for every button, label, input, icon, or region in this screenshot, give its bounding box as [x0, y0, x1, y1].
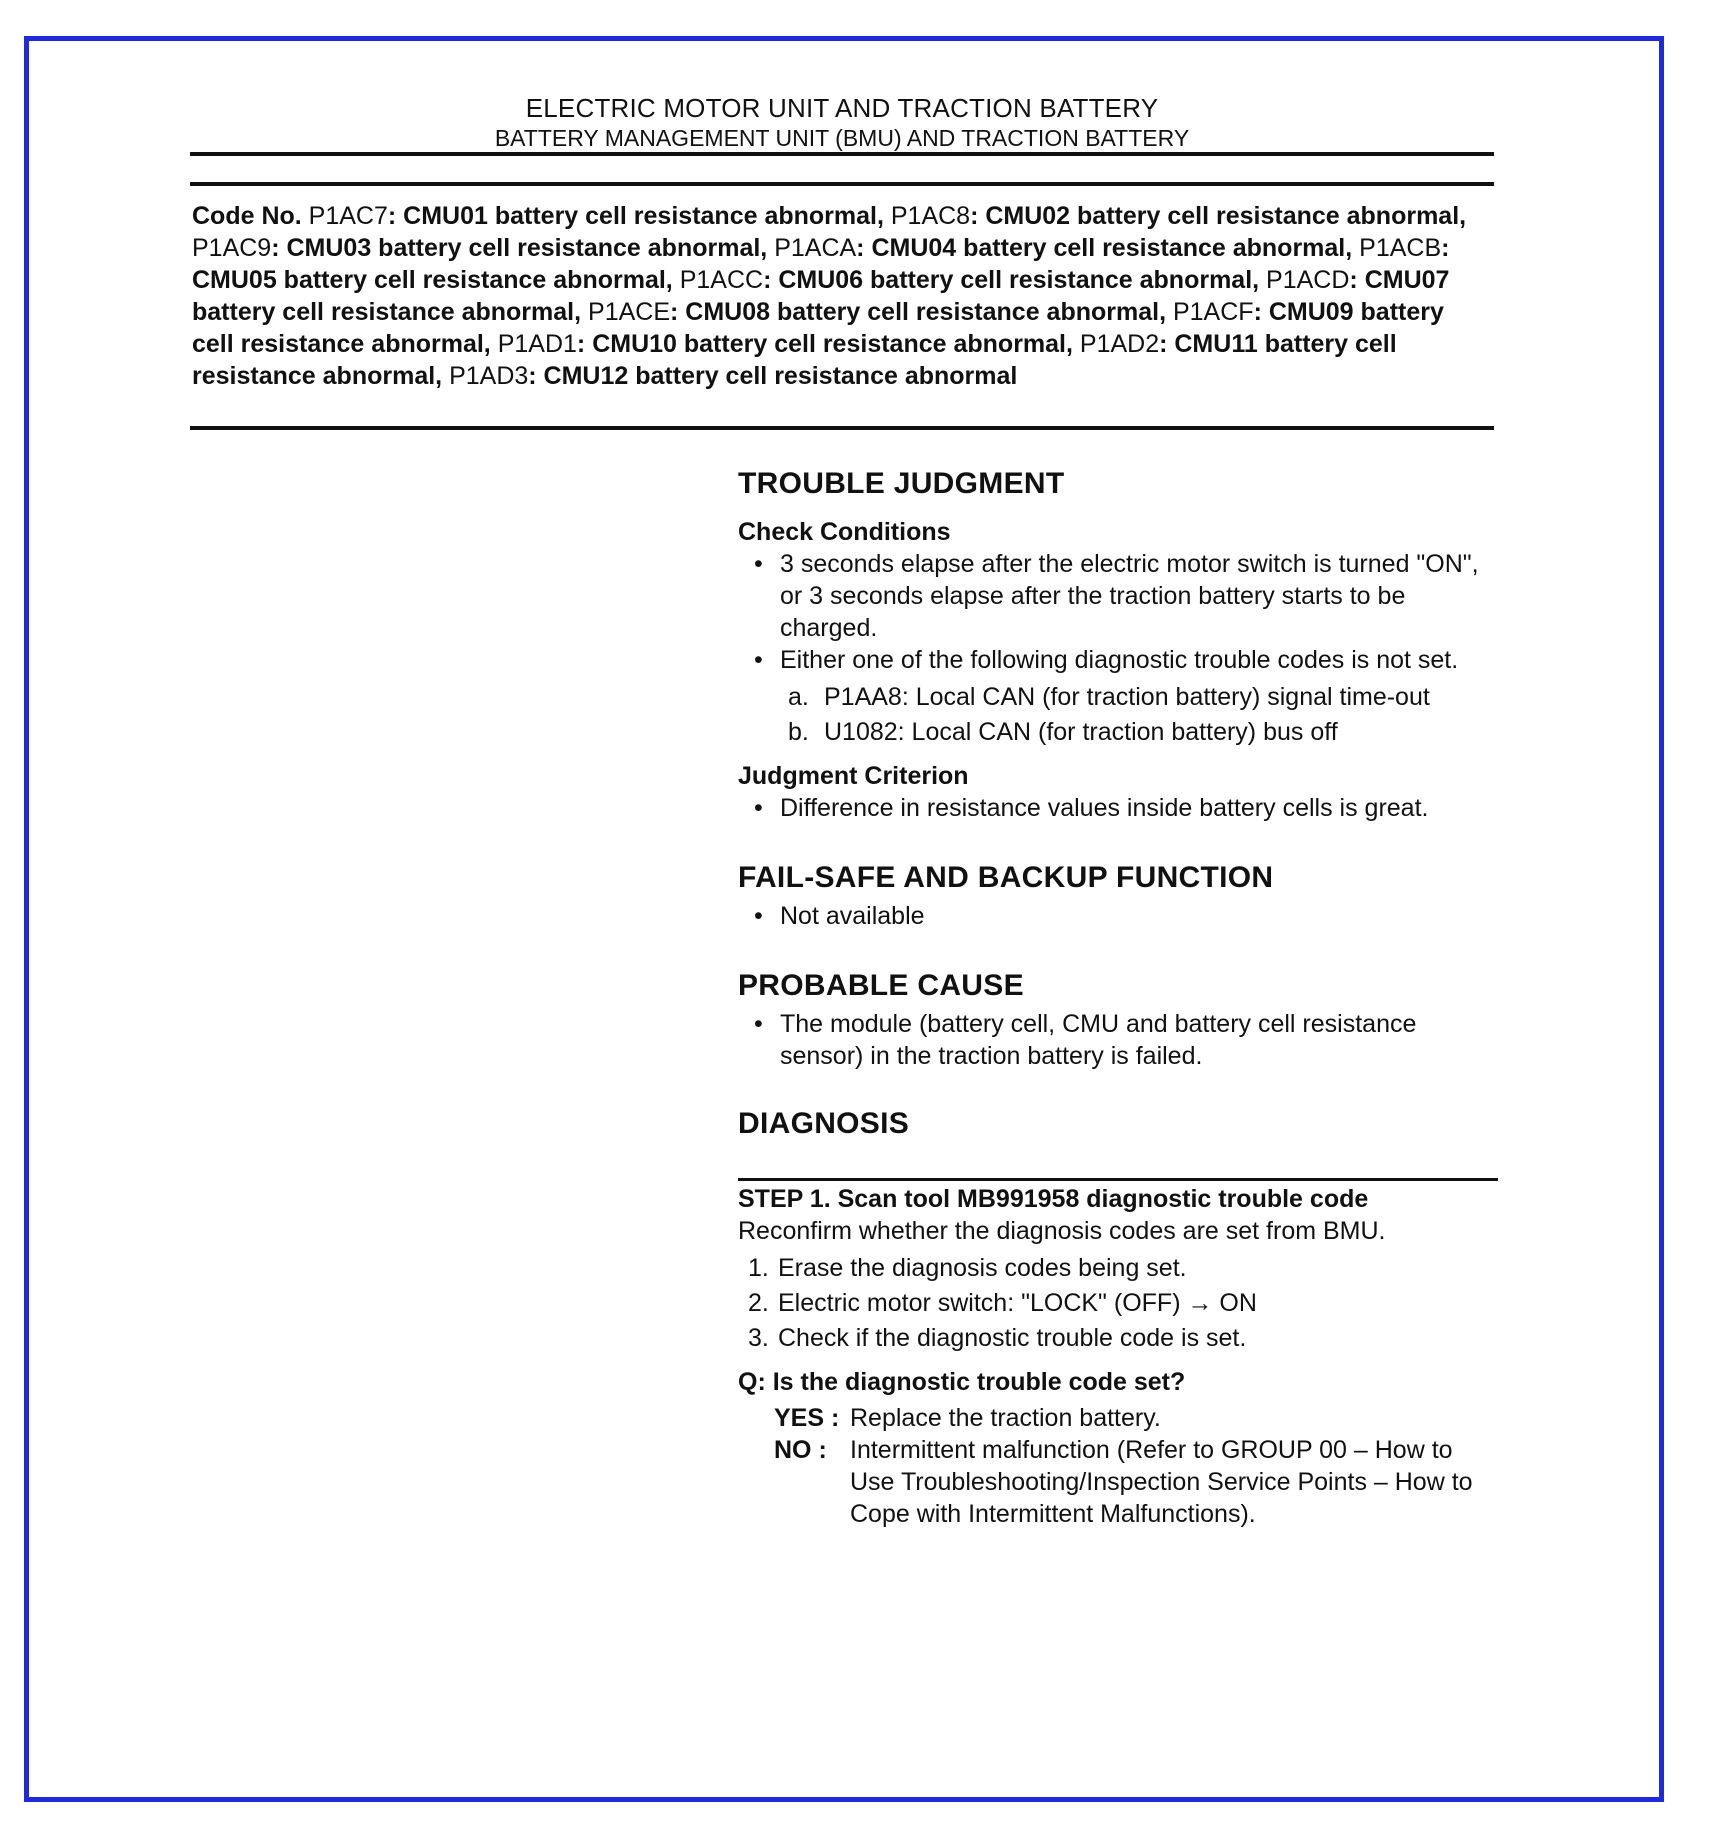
probable-cause-text: The module (battery cell, CMU and battery cell resistance sensor) in the traction battery is failed.: [780, 1010, 1417, 1070]
question-block: [738, 1366, 1498, 1530]
condition-text: 3 seconds elapse after the electric motor switch is turned "ON", or 3 seconds elapse after the traction battery starts to be charged.: [780, 550, 1479, 642]
code-id: P1ACF: [1172, 298, 1254, 326]
step-marker: 3.: [748, 1324, 769, 1352]
step-text: Electric motor switch: "LOCK" (OFF) → ON: [778, 1289, 1257, 1317]
code-entry-1: [309, 202, 891, 230]
code-desc: : CMU02 battery cell resistance abnormal,: [970, 202, 1467, 230]
condition-text: Either one of the following diagnostic trouble codes is not set.: [780, 646, 1459, 674]
step-text: Check if the diagnostic trouble code is set.: [778, 1324, 1247, 1352]
judgment-criterion-heading: Judgment Criterion: [738, 762, 969, 790]
list-item: [738, 1286, 1498, 1321]
code-entry-4: [774, 234, 1359, 262]
list-item: [738, 680, 1498, 715]
dtc-sub-list: [738, 680, 1498, 750]
bullet-icon: •: [754, 550, 763, 578]
fail-safe-list: [738, 900, 1498, 932]
code-number-block: [192, 200, 1492, 392]
code-id: P1AD3: [449, 362, 529, 390]
sub-text: U1082: Local CAN (for traction battery) bus off: [824, 718, 1338, 746]
fail-safe-text: Not available: [780, 902, 925, 930]
check-conditions-list: [738, 548, 1498, 676]
sub-marker: b.: [788, 718, 809, 746]
step-marker: 1.: [748, 1254, 769, 1282]
code-id: P1AC9: [192, 234, 272, 262]
bullet-icon: •: [754, 646, 763, 674]
header-subtitle: BATTERY MANAGEMENT UNIT (BMU) AND TRACTION BATTERY: [494, 125, 1190, 151]
code-id: P1ACE: [588, 298, 670, 326]
code-id: P1ACC: [679, 266, 764, 294]
list-item: [738, 900, 1498, 932]
code-entry-2: [891, 202, 1466, 230]
code-id: P1AD1: [497, 330, 577, 358]
question: Q: Is the diagnostic trouble code set?: [738, 1368, 1186, 1396]
diagnosis-heading: DIAGNOSIS: [738, 1107, 910, 1140]
yes-label: YES :: [774, 1404, 840, 1432]
code-entry-6: [680, 266, 1266, 294]
step-text: Erase the diagnosis codes being set.: [778, 1254, 1187, 1282]
criterion-text: Difference in resistance values inside battery cells is great.: [780, 794, 1429, 822]
header-rule: [190, 152, 1494, 156]
code-desc: : CMU12 battery cell resistance abnormal: [528, 362, 1018, 390]
bullet-icon: •: [754, 1010, 763, 1038]
code-entry-10: [498, 330, 1080, 358]
code-entry-3: [192, 234, 774, 262]
list-item: [738, 1321, 1498, 1356]
bullet-icon: •: [754, 902, 763, 930]
trouble-judgment-heading: TROUBLE JUDGMENT: [738, 467, 1065, 500]
no-label: NO :: [774, 1436, 827, 1464]
probable-cause-list: [738, 1008, 1498, 1072]
code-id: P1AC7: [308, 202, 388, 230]
code-entry-12: [449, 362, 1017, 390]
list-item: [738, 1008, 1498, 1072]
header-title: ELECTRIC MOTOR UNIT AND TRACTION BATTERY: [525, 93, 1159, 123]
list-item: [738, 644, 1498, 676]
list-item: [738, 792, 1498, 824]
check-conditions-heading: Check Conditions: [738, 518, 951, 546]
sub-marker: a.: [788, 683, 809, 711]
no-answer: [738, 1434, 1498, 1530]
code-id: P1AD2: [1079, 330, 1160, 358]
step-1-list: [738, 1251, 1498, 1356]
code-desc: : CMU08 battery cell resistance abnormal,: [670, 298, 1173, 326]
code-entry-8: [588, 298, 1173, 326]
list-item: [738, 548, 1498, 644]
code-prefix: Code No.: [192, 202, 309, 230]
content-column: [738, 466, 1498, 1530]
code-desc: : CMU06 battery cell resistance abnormal,: [763, 266, 1267, 294]
code-desc: : CMU01 battery cell resistance abnormal,: [387, 202, 891, 230]
criterion-list: [738, 792, 1498, 824]
code-desc: : CMU10 battery cell resistance abnormal,: [576, 330, 1080, 358]
code-desc: : CMU05 battery cell resistance abnormal,: [192, 234, 1450, 294]
code-desc: : CMU04 battery cell resistance abnormal,: [856, 234, 1360, 262]
code-desc: : CMU11 battery cell resistance abnormal,: [192, 330, 1397, 390]
step-1-intro: Reconfirm whether the diagnosis codes are set from BMU.: [738, 1217, 1386, 1245]
list-item: [738, 1251, 1498, 1286]
sub-text: P1AA8: Local CAN (for traction battery) signal time-out: [824, 683, 1430, 711]
step-1-heading: STEP 1. Scan tool MB991958 diagnostic trouble code: [738, 1185, 1369, 1213]
code-top-rule: [190, 182, 1494, 186]
code-id: P1ACD: [1266, 266, 1350, 294]
list-item: [738, 715, 1498, 750]
code-desc: : CMU07 battery cell resistance abnormal,: [192, 266, 1450, 326]
code-bottom-rule: [190, 426, 1494, 430]
no-text: Intermittent malfunction (Refer to GROUP 00 – How to Use Troubleshooting/Inspection Service Points – How to Cope with Intermittent Malfunctions).: [850, 1436, 1473, 1528]
page-header: [190, 92, 1494, 152]
bullet-icon: •: [754, 794, 763, 822]
code-id: P1ACB: [1359, 234, 1442, 262]
step-marker: 2.: [748, 1289, 769, 1317]
yes-answer: [738, 1402, 1498, 1434]
probable-cause-heading: PROBABLE CAUSE: [738, 969, 1024, 1002]
code-id: P1AC8: [890, 202, 971, 230]
step-rule: [738, 1178, 1498, 1181]
yes-text: Replace the traction battery.: [850, 1404, 1161, 1432]
code-desc: : CMU09 battery cell resistance abnormal,: [192, 298, 1444, 358]
code-id: P1ACA: [774, 234, 857, 262]
code-desc: : CMU03 battery cell resistance abnormal,: [271, 234, 775, 262]
fail-safe-heading: FAIL-SAFE AND BACKUP FUNCTION: [738, 861, 1274, 894]
